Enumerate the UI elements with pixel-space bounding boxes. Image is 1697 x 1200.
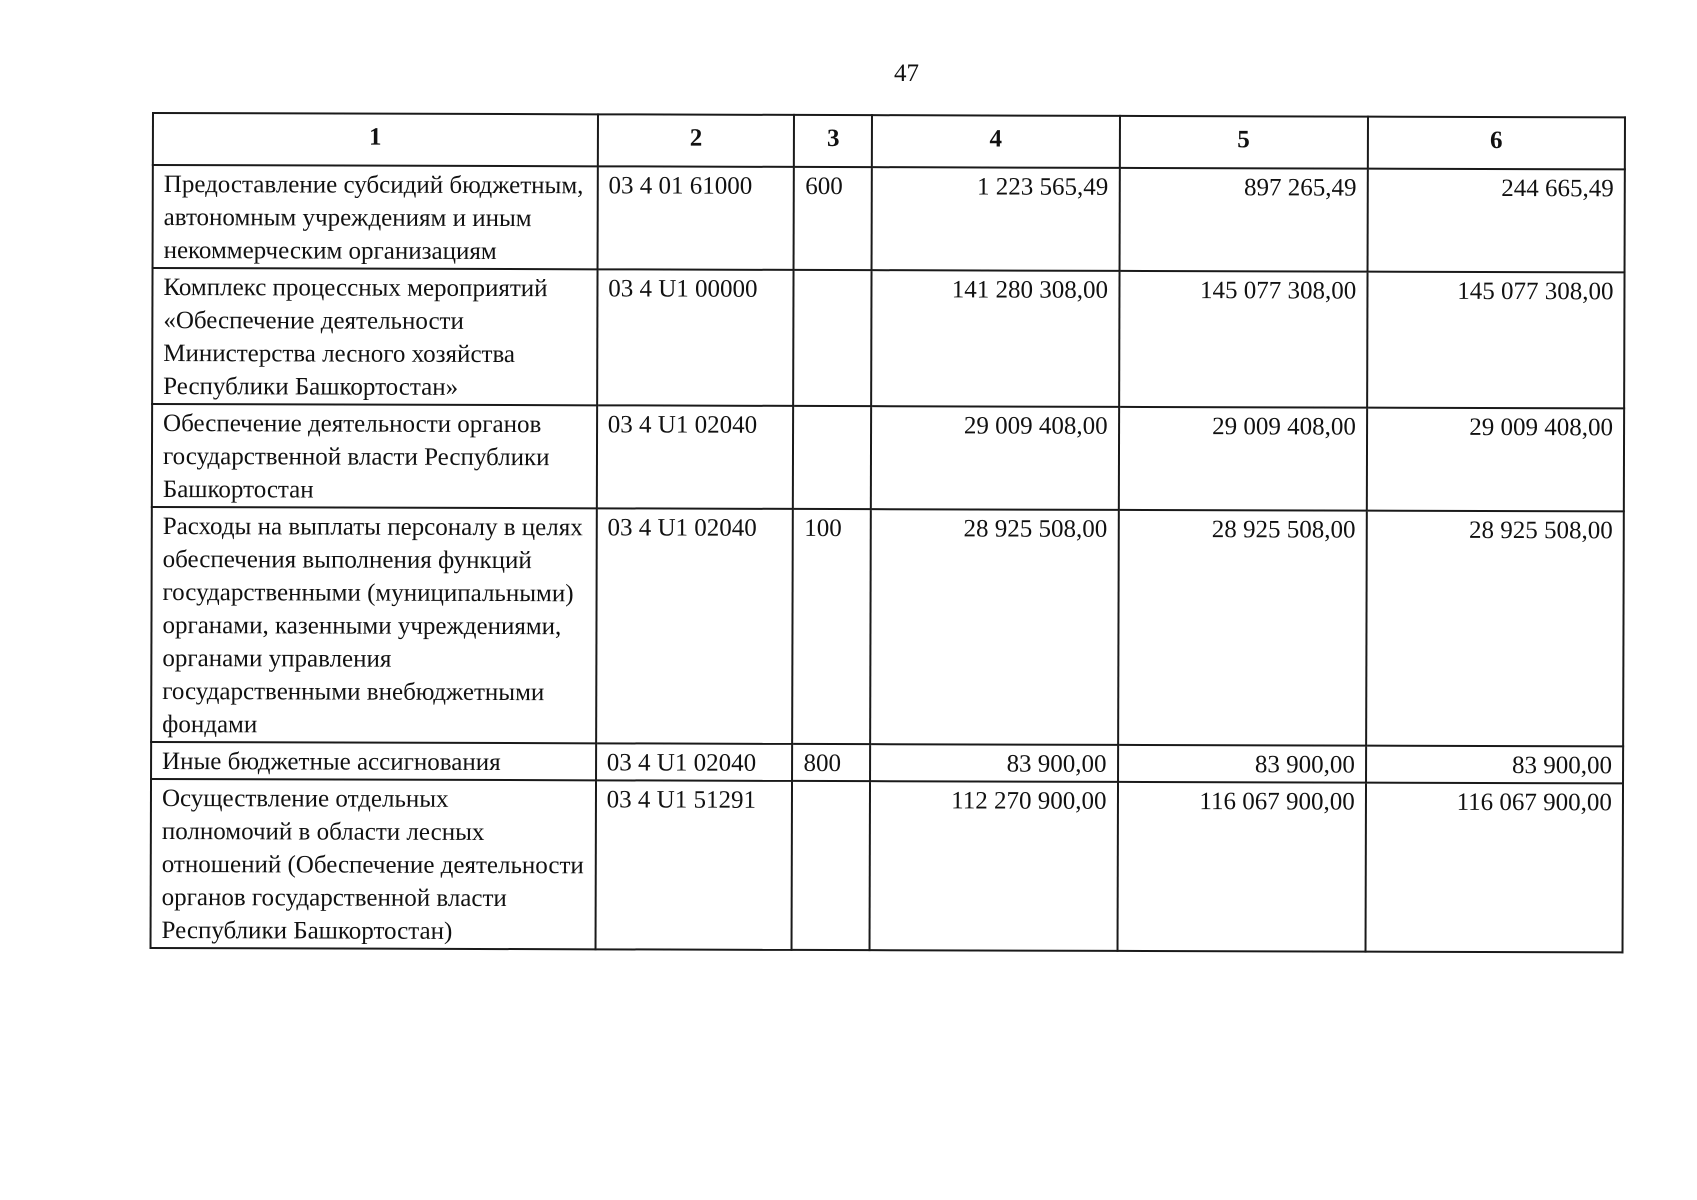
row-value-5: 29 009 408,00 bbox=[1118, 407, 1367, 511]
row-value-5: 28 925 508,00 bbox=[1118, 510, 1367, 746]
row-value-5: 145 077 308,00 bbox=[1119, 271, 1368, 408]
header-col-5: 5 bbox=[1119, 116, 1367, 169]
row-code: 03 4 U1 51291 bbox=[595, 780, 792, 950]
row-value-4: 112 270 900,00 bbox=[870, 781, 1118, 951]
table-header-row bbox=[153, 113, 1625, 169]
row-expense-type bbox=[793, 406, 871, 509]
row-code: 03 4 U1 02040 bbox=[596, 508, 793, 744]
row-code: 03 4 U1 00000 bbox=[597, 269, 794, 406]
header-col-4: 4 bbox=[872, 115, 1119, 168]
row-name: Расходы на выплаты персоналу в целях обеспечения выполнения функций государственными (муниципальными) органами, казенными учреждениями, органами управления государственными внебюджетными фондами bbox=[151, 507, 596, 743]
header-col-1: 1 bbox=[153, 113, 598, 166]
row-expense-type: 600 bbox=[794, 167, 872, 270]
row-name: Иные бюджетные ассигнования bbox=[151, 742, 596, 780]
table-row bbox=[151, 507, 1624, 746]
table-row bbox=[151, 742, 1623, 783]
row-value-4: 28 925 508,00 bbox=[870, 509, 1118, 745]
row-name: Предоставление субсидий бюджетным, автономным учреждениям и иным некоммерческим организациям bbox=[153, 165, 598, 269]
row-value-6: 244 665,49 bbox=[1367, 169, 1625, 273]
page-number: 47 bbox=[894, 60, 919, 87]
budget-table bbox=[150, 112, 1626, 953]
table-row bbox=[151, 779, 1623, 952]
row-expense-type bbox=[792, 781, 870, 950]
row-name: Обеспечение деятельности органов государственной власти Республики Башкортостан bbox=[152, 404, 597, 508]
header-col-6: 6 bbox=[1368, 117, 1625, 170]
row-expense-type: 800 bbox=[792, 744, 870, 781]
row-expense-type: 100 bbox=[793, 509, 871, 744]
row-value-4: 141 280 308,00 bbox=[871, 270, 1119, 407]
row-name: Комплекс процессных мероприятий «Обеспечение деятельности Министерства лесного хозяйства Республики Башкортостан» bbox=[152, 268, 597, 405]
row-value-5: 897 265,49 bbox=[1119, 168, 1368, 272]
table-row bbox=[153, 165, 1625, 272]
row-code: 03 4 01 61000 bbox=[597, 166, 794, 270]
row-value-6: 29 009 408,00 bbox=[1367, 408, 1625, 512]
row-value-6: 116 067 900,00 bbox=[1365, 783, 1623, 953]
row-value-6: 83 900,00 bbox=[1366, 746, 1623, 784]
row-value-4: 83 900,00 bbox=[870, 744, 1117, 782]
row-value-6: 28 925 508,00 bbox=[1366, 511, 1624, 747]
row-code: 03 4 U1 02040 bbox=[597, 405, 794, 509]
row-value-4: 1 223 565,49 bbox=[872, 167, 1120, 271]
header-col-2: 2 bbox=[598, 114, 795, 167]
header-col-3: 3 bbox=[794, 115, 872, 167]
row-value-5: 83 900,00 bbox=[1118, 745, 1366, 783]
row-name: Осуществление отдельных полномочий в области лесных отношений (Обеспечение деятельности органов государственной власти Республики Башкортостан) bbox=[151, 779, 596, 949]
table-row bbox=[152, 268, 1624, 408]
row-expense-type bbox=[794, 270, 872, 406]
row-value-5: 116 067 900,00 bbox=[1117, 782, 1366, 952]
row-value-6: 145 077 308,00 bbox=[1367, 272, 1625, 409]
table-row bbox=[152, 404, 1624, 511]
row-code: 03 4 U1 02040 bbox=[596, 743, 793, 781]
row-value-4: 29 009 408,00 bbox=[871, 406, 1119, 510]
